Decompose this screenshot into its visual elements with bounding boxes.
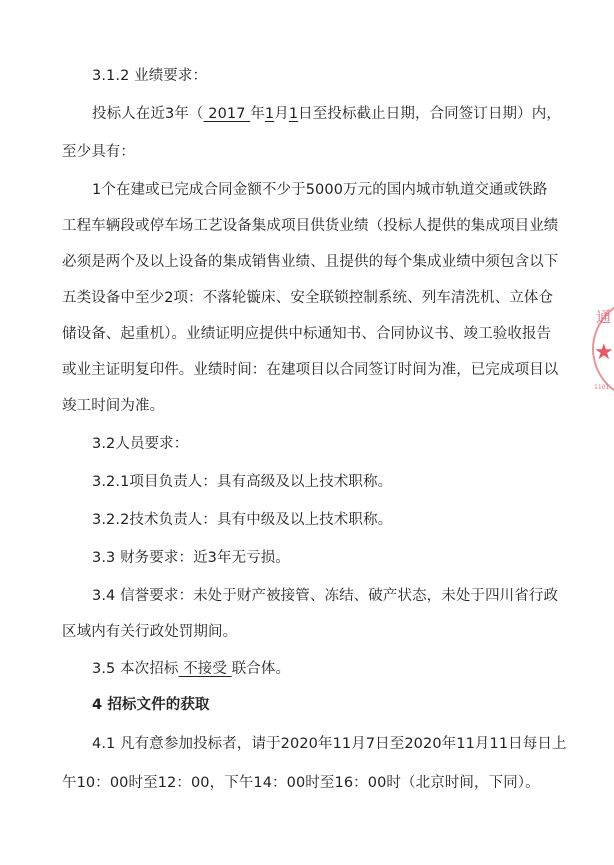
body-line: 必须是两个及以上设备的集成销售业绩、且提供的每个集成业绩中须包含以下: [62, 254, 559, 270]
consortium-value: 不接受: [178, 661, 232, 677]
section-4-heading: 4 招标文件的获取: [92, 697, 210, 713]
body-line: 五类设备中至少2项：不落轮镟床、安全联锁控制系统、列车清洗机、立体仓: [62, 290, 554, 306]
period-prefix: 投标人在近3年（: [92, 106, 204, 122]
body-line: 1个在建或已完成合同金额不少于5000万元的国内城市轨道交通或铁路: [92, 182, 548, 198]
body-line: 至少具有：: [62, 144, 135, 160]
section-3-5: 3.5 本次招标 不接受 联合体。: [92, 661, 291, 677]
seal-number: 1101: [594, 384, 610, 391]
section-3-2-heading: 3.2人员要求：: [92, 436, 189, 452]
star-icon: ★: [594, 340, 614, 365]
section-3-4: 3.4 信誉要求：未处于财产被接管、冻结、破产状态，未处于四川省行政: [92, 588, 559, 604]
section-4-1: 4.1 凡有意参加投标者，请于2020年11月7日至2020年11月11日每日上: [92, 736, 567, 752]
period-year: 2017: [203, 106, 251, 122]
performance-period-line: 投标人在近3年（ 2017 年1月1日至投标截止日期，合同签订日期）内，: [92, 106, 561, 122]
section-3-3: 3.3 财务要求：近3年无亏损。: [92, 550, 290, 566]
period-month: 1: [264, 106, 275, 122]
period-day: 1: [288, 106, 299, 122]
body-line: 或业主证明复印件。业绩时间：在建项目以合同签订时间为准，已完成项目以: [62, 362, 559, 378]
body-line: 工程车辆段或停车场工艺设备集成项目供货业绩（投标人提供的集成项目业绩: [62, 218, 559, 234]
section-3-1-2-heading: 3.1.2 业绩要求：: [92, 68, 208, 84]
body-line: 竣工时间为准。: [62, 398, 165, 414]
body-line: 储设备、起重机）。业绩证明应提供中标通知书、合同协议书、竣工验收报告: [62, 326, 552, 342]
company-seal: [592, 296, 614, 402]
section-3-2-2: 3.2.2技术负责人：具有中级及以上技术职称。: [92, 512, 393, 528]
body-line: 午10：00时至12：00，下午14：00时至16：00时（北京时间，下同）。: [62, 775, 540, 791]
section-3-2-1: 3.2.1项目负责人：具有高级及以上技术职称。: [92, 474, 393, 490]
seal-character: 通: [596, 308, 612, 326]
body-line: 区域内有关行政处罚期间。: [62, 624, 238, 640]
